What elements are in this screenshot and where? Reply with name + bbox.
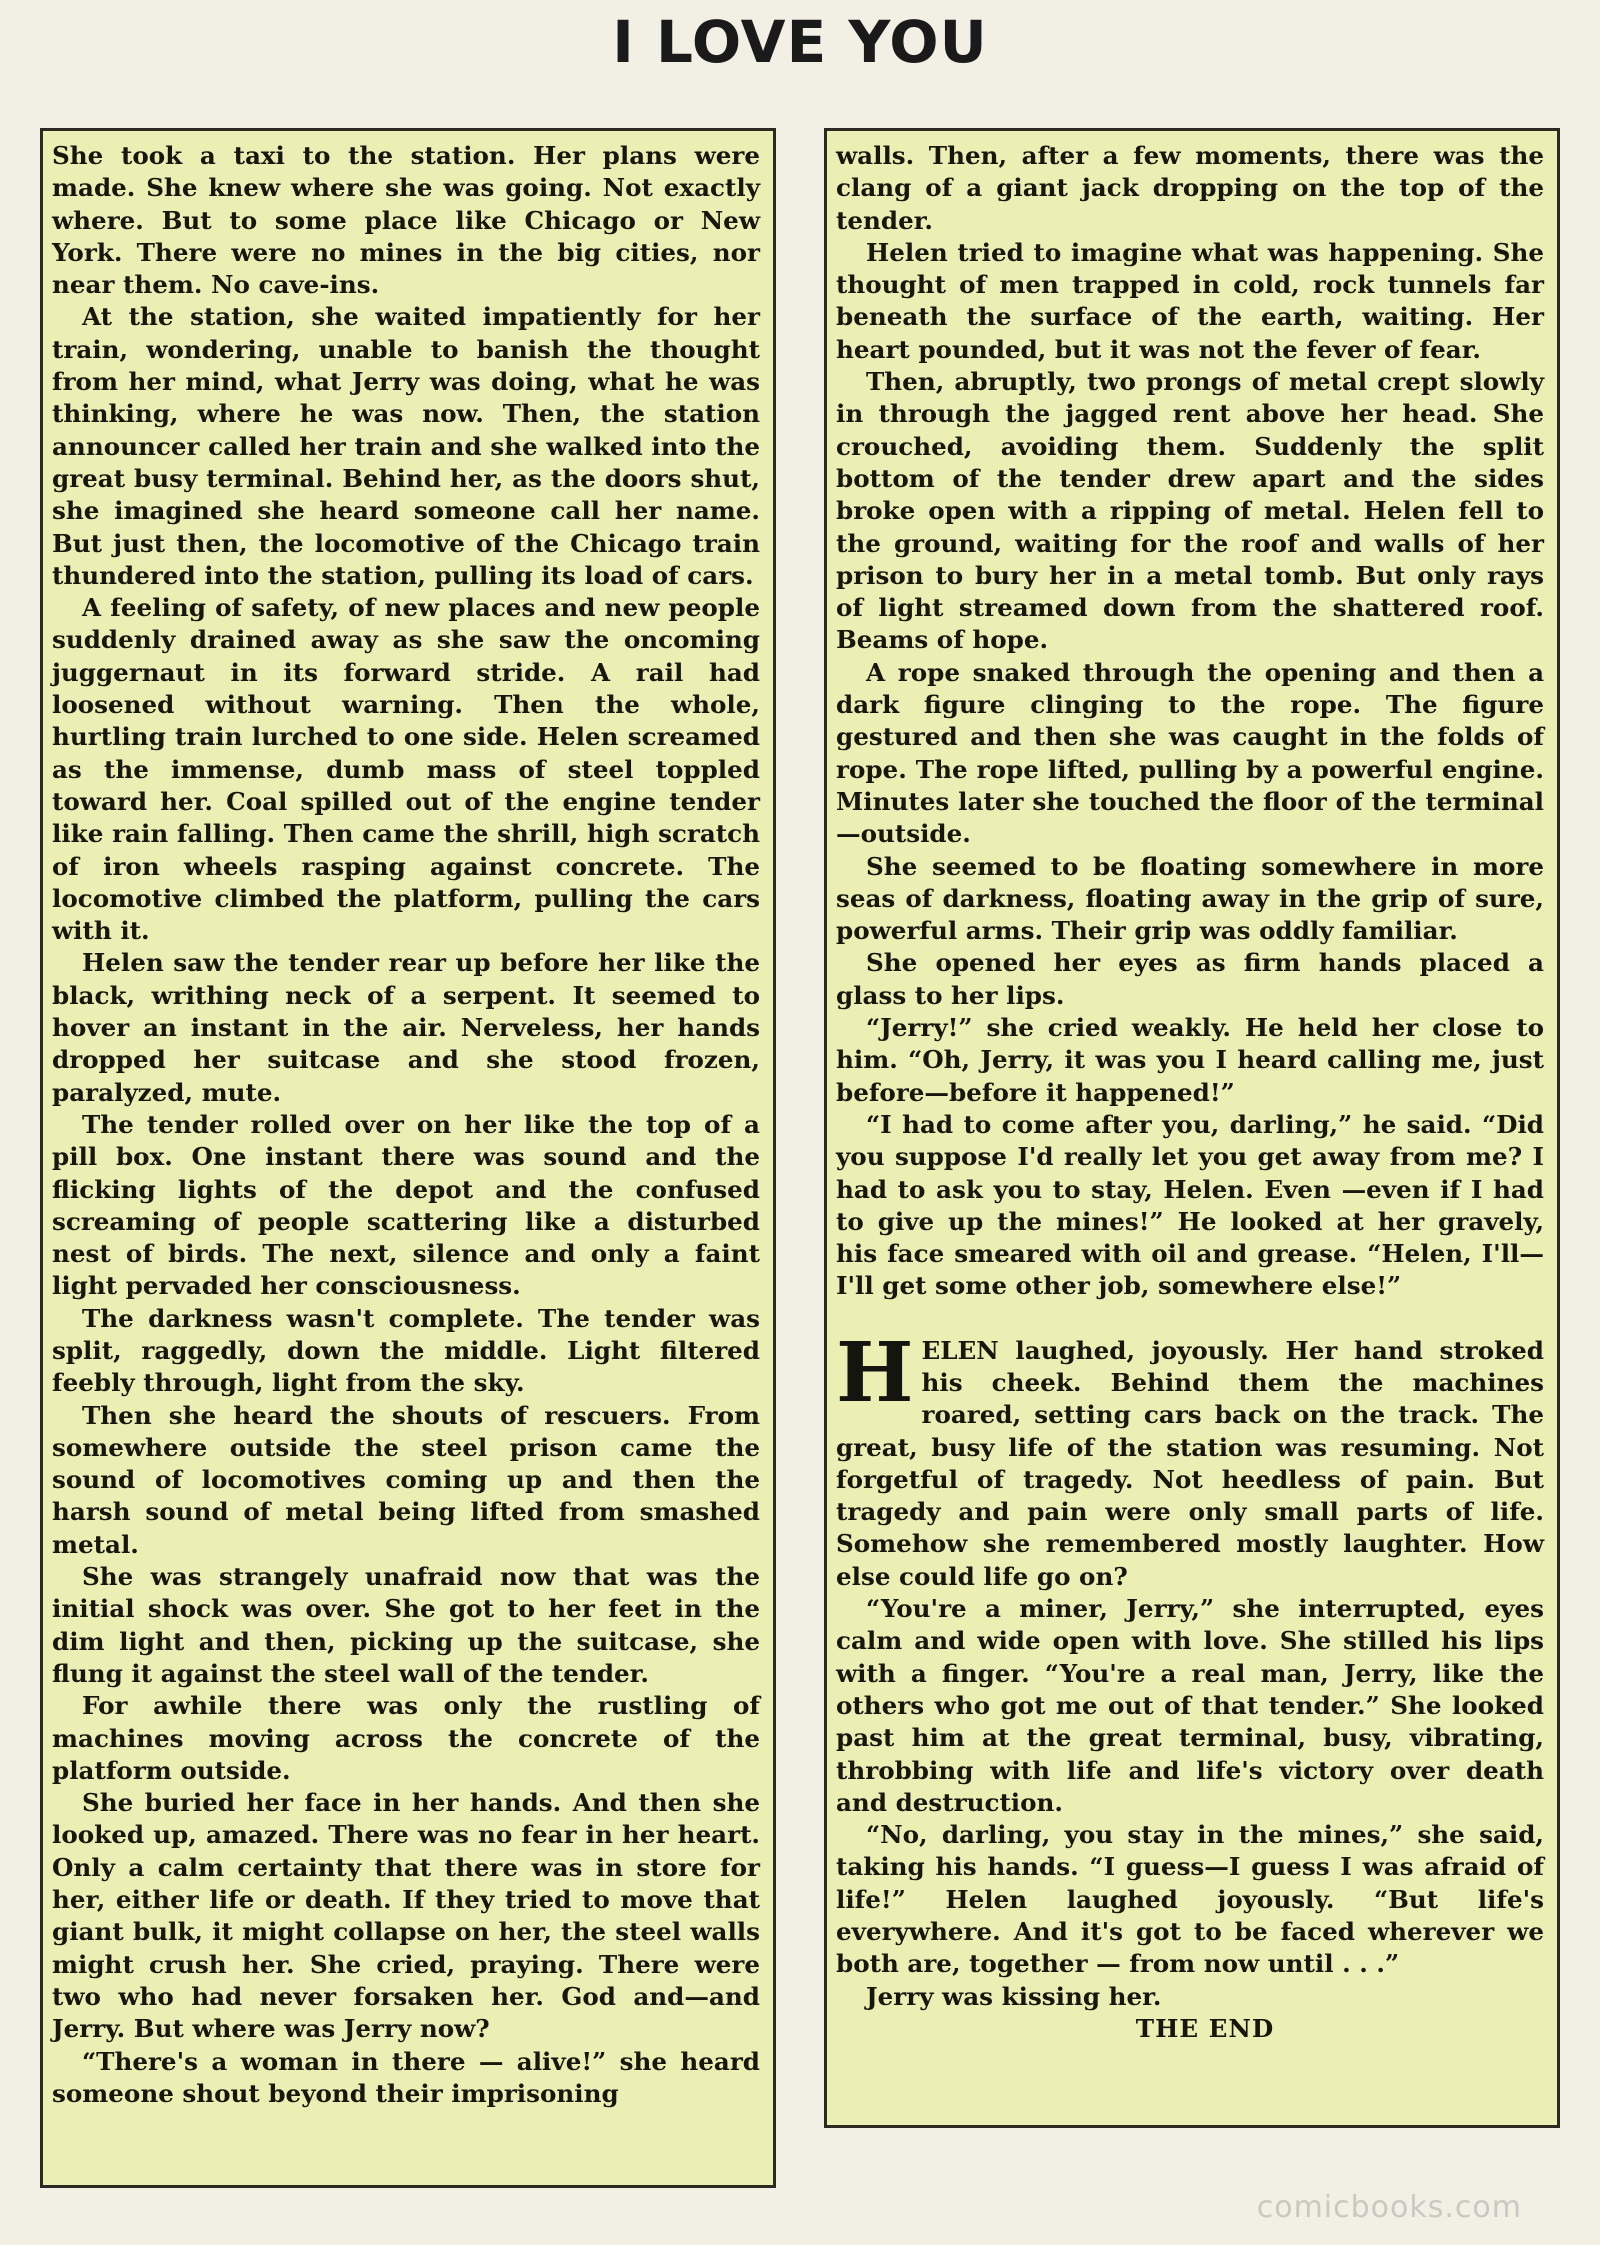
paragraph: She took a taxi to the station. Her plans were made. She knew where she was going. Not exactly where. But to some place like Chicago or New York. There were no mines in the big cities, nor near them. No cave-ins. [52, 141, 760, 300]
paragraph: Helen tried to imagine what was happening. She thought of men trapped in cold, rock tunnels far beneath the surface of the earth, waiting. Her heart pounded, but it was not the fever of fear. [836, 237, 1544, 364]
paragraph: Then, abruptly, two prongs of metal crept slowly in through the jagged rent above her head. She crouched, avoiding them. Suddenly the split bottom of the tender drew apart and the sides broke open with a ripping of metal. Helen fell to the ground, waiting for the roof and walls of her prison to bury her in a metal tomb. But only rays of light streamed down from the shattered roof. Beams of hope. [836, 367, 1544, 655]
paragraph: For awhile there was only the rustling of machines moving across the concrete of the platform outside. [52, 1691, 760, 1785]
paragraph: “You're a miner, Jerry,” she interrupted, eyes calm and wide open with love. She stilled his lips with a finger. “You're a real man, Jerry, like the others who got me out of that tender.” She looked past him at the great terminal, busy, vibrating, throbbing with life and life's victory over death and destruction. [836, 1594, 1544, 1817]
watermark: comicbooks.com [1256, 2190, 1522, 2225]
paragraph: “There's a woman in there — alive!” she heard someone shout beyond their imprisoning [52, 2046, 760, 2108]
paragraph: Then she heard the shouts of rescuers. From somewhere outside the steel prison came the sound of locomotives coming up and then the harsh sound of metal being lifted from smashed metal. [52, 1400, 760, 1559]
paragraph: Jerry was kissing her. [866, 1981, 1162, 2011]
paragraph: “Jerry!” she cried weakly. He held her close to him. “Oh, Jerry, it was you I heard calling me, just before—before it happened!” [836, 1013, 1544, 1107]
paragraph: Helen saw the tender rear up before her like the black, writhing neck of a serpent. It seemed to hover an instant in the air. Nerveless, her hands dropped her suitcase and she stood frozen, paralyzed, mute. [52, 948, 760, 1107]
dropcap-paragraph-text: ELEN laughed, joyously. Her hand stroked his cheek. Behind them the machines roared, setting cars back on the track. The great, busy life of the station was resuming. Not forgetful of tragedy. Not heedless of pain. But tragedy and pain were only small parts of life. Somehow she remembered mostly laughter. How else could life go on? [836, 1335, 1544, 1591]
dropcap-paragraph [836, 1324, 1544, 1593]
paragraph: She was strangely unafraid now that was the initial shock was over. She got to her feet in the dim light and then, picking up the suitcase, she flung it against the steel wall of the tender. [52, 1562, 760, 1688]
paragraph: walls. Then, after a few moments, there was the clang of a giant jack dropping on the top of the tender. [836, 141, 1544, 235]
story-title: I LOVE YOU [612, 8, 988, 76]
paragraph: A rope snaked through the opening and then a dark figure clinging to the rope. The figure gestured and then she was caught in the folds of rope. The rope lifted, pulling by a powerful engine. Minutes later she touched the floor of the terminal—outside. [836, 657, 1544, 849]
section-spacer [836, 1303, 1544, 1335]
paragraph: She seemed to be floating somewhere in more seas of darkness, floating away in the grip of sure, powerful arms. Their grip was oddly familiar. [836, 851, 1544, 946]
paragraph: She buried her face in her hands. And then she looked up, amazed. There was no fear in her heart. Only a calm certainty that there was in store for her, either life or death. If they tried to move that giant bulk, it might collapse on her, the steel walls might crush her. She cried, praying. There were two who had never forsaken her. God and—and Jerry. But where was Jerry now? [52, 1788, 760, 2044]
the-end-label: THE END [1135, 2013, 1275, 2043]
paragraph: A feeling of safety, of new places and new people suddenly drained away as she saw the oncoming juggernaut in its forward stride. A rail had loosened without warning. Then the whole, hurtling train lurched to one side. Helen screamed as the immense, dumb mass of steel toppled toward her. Coal spilled out of the engine tender like rain falling. Then came the shrill, high scratch of iron wheels rasping against concrete. The locomotive climbed the platform, pulling the cars with it. [52, 593, 760, 946]
paragraph: The darkness wasn't complete. The tender was split, raggedly, down the middle. Light filtered feebly through, light from the sky. [52, 1303, 760, 1398]
paragraph: The tender rolled over on her like the top of a pill box. One instant there was sound and the flicking lights of the depot and the confused screaming of people scattering like a disturbed nest of birds. The next, silence and only a faint light pervaded her consciousness. [52, 1109, 760, 1301]
right-text-column [836, 140, 1544, 2045]
paragraph: At the station, she waited impatiently for her train, wondering, unable to banish the thought from her mind, what Jerry was doing, what he was thinking, where he was now. Then, the station announcer called her train and she walked into the great busy terminal. Behind her, as the doors shut, she imagined she heard someone call her name. But just then, the locomotive of the Chicago train thundered into the station, pulling its load of cars. [52, 302, 760, 590]
paragraph: “No, darling, you stay in the mines,” she said, taking his hands. “I guess—I guess I was afraid of life!” Helen laughed joyously. “But life's everywhere. And it's got to be faced wherever we both are, together — from now until . . .” [836, 1820, 1544, 1979]
paragraph: “I had to come after you, darling,” he said. “Did you suppose I'd really let you get away from me? I had to ask you to stay, Helen. Even —even if I had to give up the mines!” He looked at her gravely, his face smeared with oil and grease. “Helen, I'll—I'll get some other job, somewhere else!” [836, 1109, 1544, 1301]
dropcap-letter: H [836, 1324, 914, 1421]
left-text-column [52, 140, 760, 2110]
paragraph: She opened her eyes as firm hands placed a glass to her lips. [836, 948, 1544, 1010]
